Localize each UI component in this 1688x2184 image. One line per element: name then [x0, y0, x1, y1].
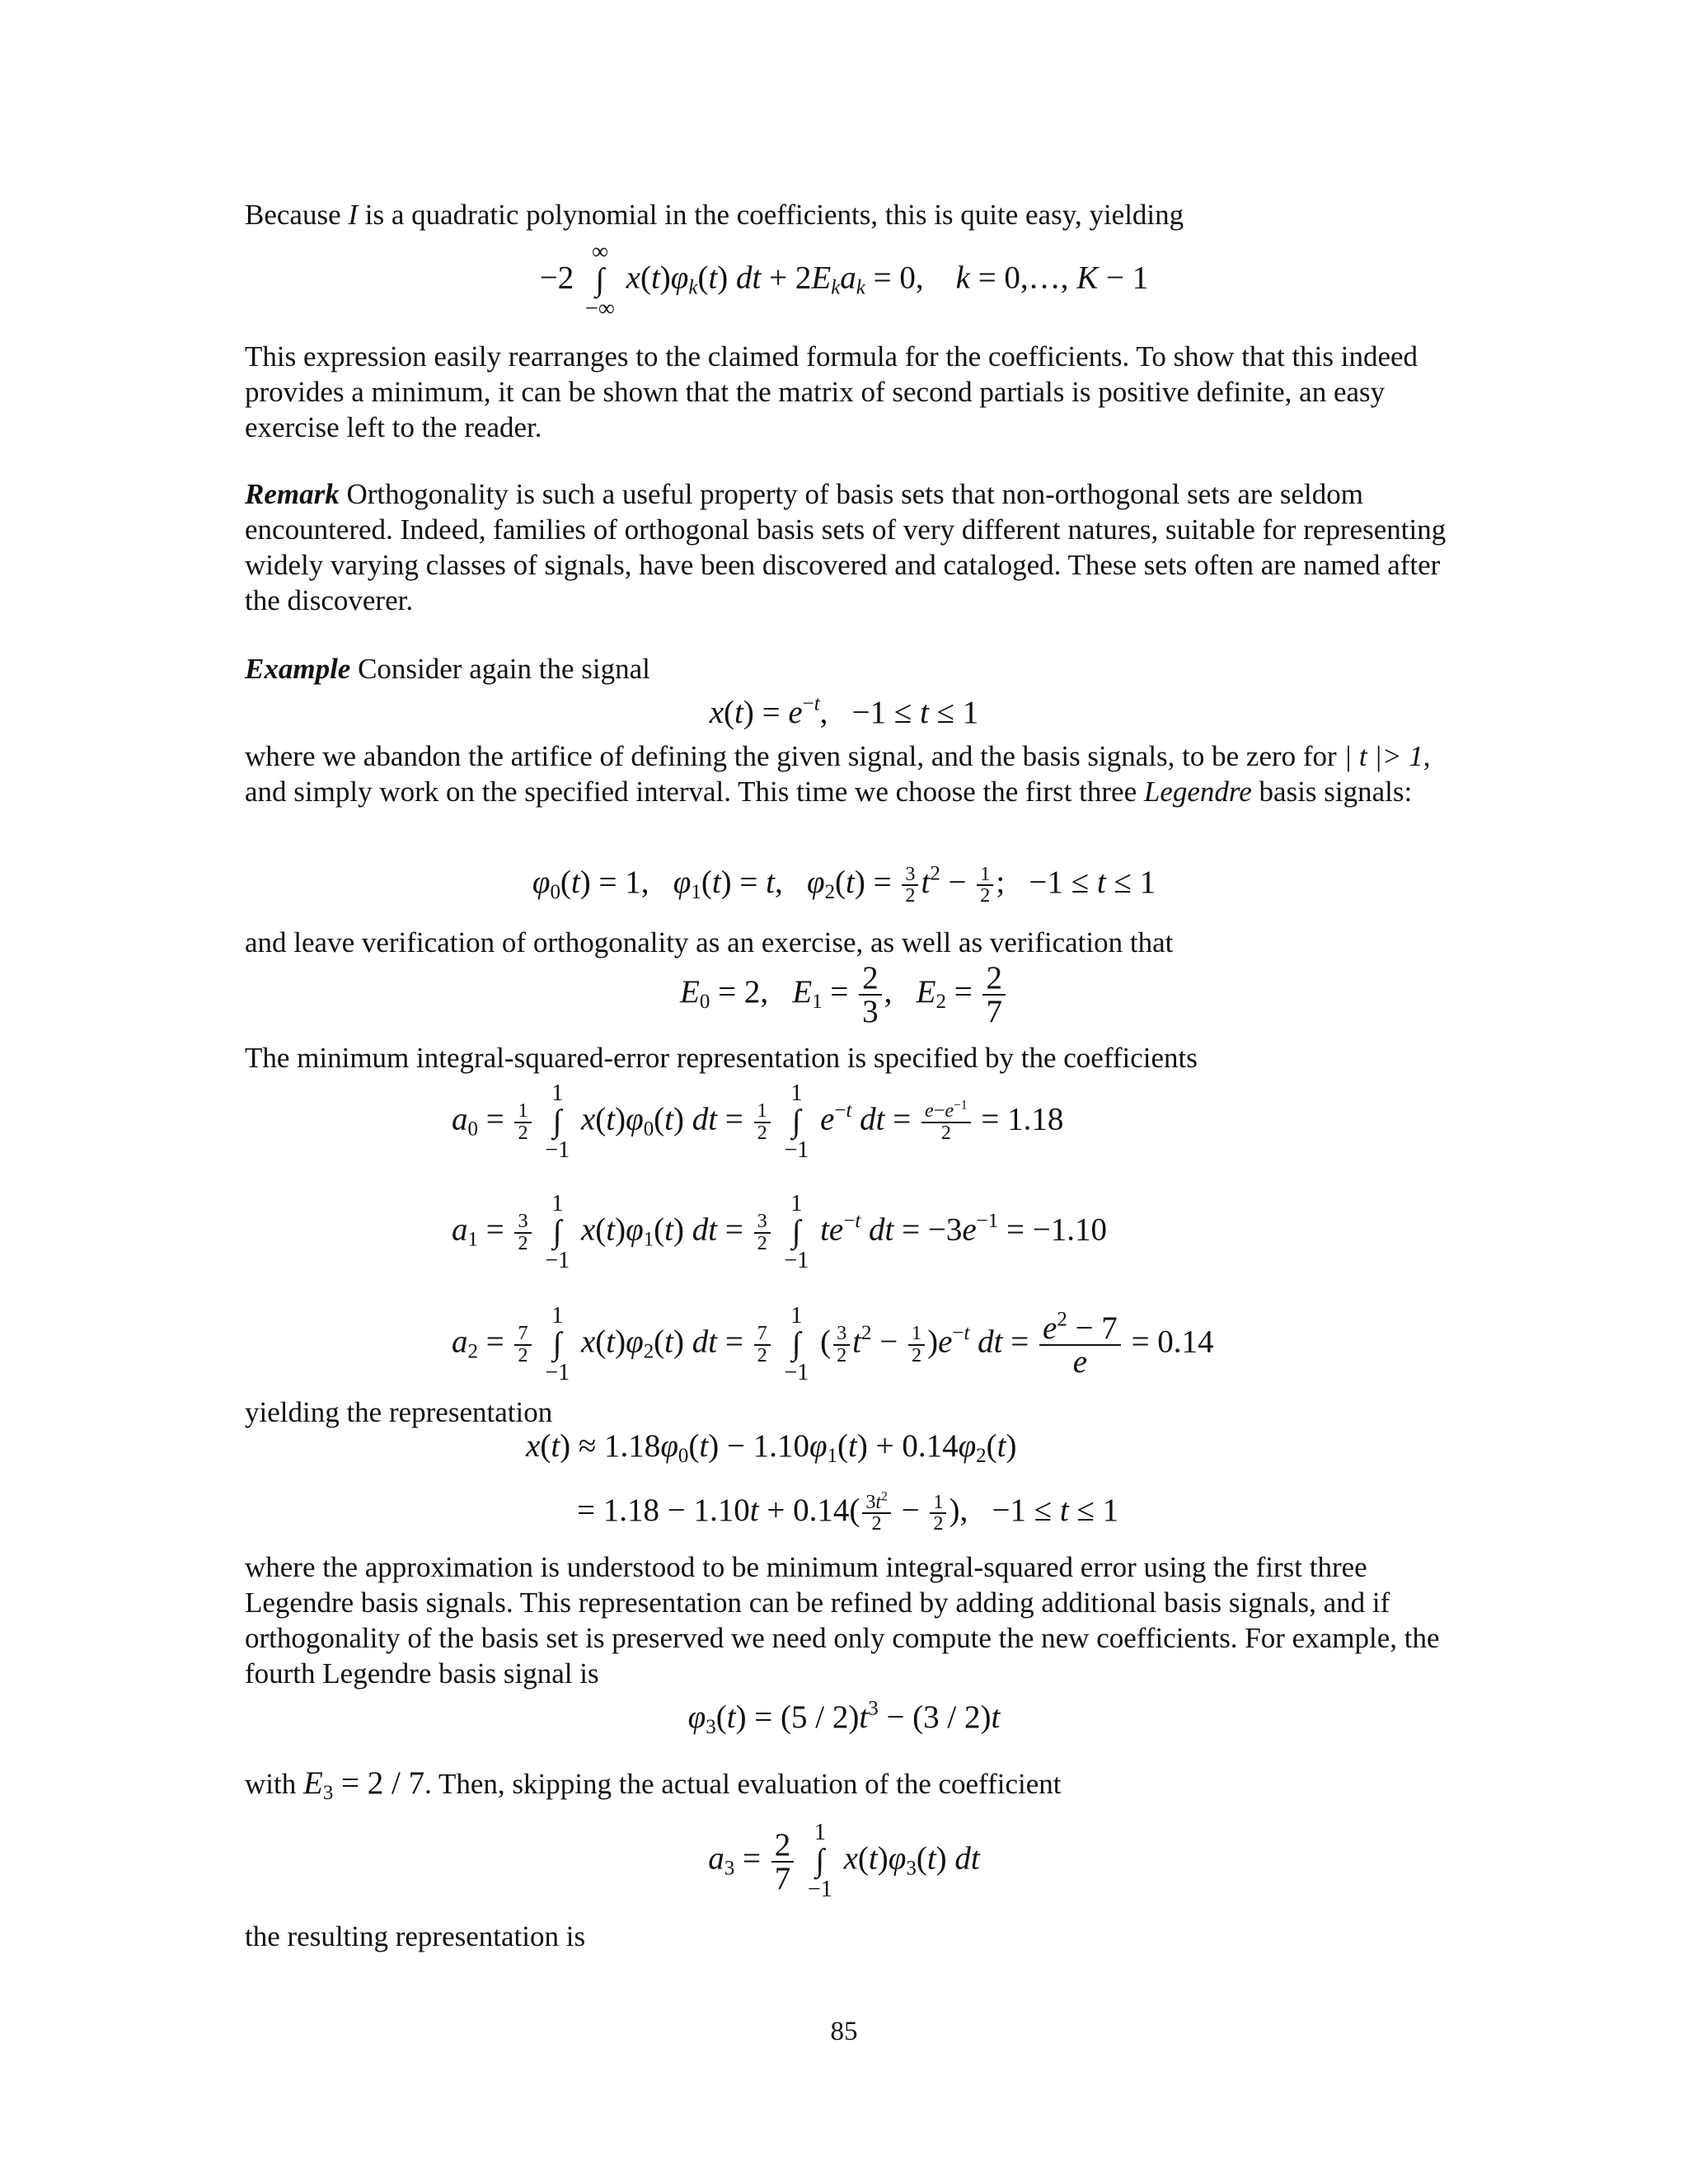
resulting-paragraph: the resulting representation is — [245, 1920, 586, 1952]
a2-equation: $a_2$ = $\frac{7}{2}$ 1 ∫ −1 $x(t)\varphi_2(t)$ dt = $\frac{7}{2}$ 1 ∫ −1 ( $\frac{3}{2}$ $t^2$ − $\frac{1}{2}$ )$e^{-t}$ dt = $\frac{e^2 - 7}{e}$ = 0.14 — [452, 1303, 1214, 1386]
energy-equation: $E_0 = 2$, $E_1$ = $\frac{2}{3}$ , $E_2$ = $\frac{2}{7}$ — [0, 962, 1688, 1028]
e3-paragraph: with $E_3 = 2 / 7$. Then, skipping the actual evaluation of the coefficient — [245, 1765, 1062, 1804]
approximation-paragraph: where the approximation is understood to be minimum integral-squared error using the first three Legendre basis signals. This representation can be refined by adding additional basis signals, and if orthogonality of the basis set is preserved we need only compute the new coefficients. For example, the fourth Legendre basis signal is — [245, 1551, 1440, 1690]
remark-paragraph: Remark Orthogonality is such a useful property of basis sets that non-orthogonal sets are seldom encountered. Indeed, families of orthogonal basis sets of very different natures, suitable for representing widely varying classes of signals, have been discovered and cataloged. These sets often are named after the discoverer. — [245, 478, 1447, 616]
example-paragraph: Example Consider again the signal — [245, 653, 650, 685]
legendre-basis-equation: $\varphi_0(t) = 1$, $\varphi_1(t) = t$, $\varphi_2(t)$ = $\frac{3}{2}$ $t^2$ − $\frac{1}{2}$ ; −1 ≤ t ≤ 1 — [532, 862, 1156, 907]
signal-equation: $x(t) = e^{-t}$, −1 ≤ t ≤ 1 — [709, 692, 979, 730]
rearrange-paragraph: This expression easily rearranges to the claimed formula for the coefficients. To show that this indeed provides a minimum, it can be shown that the matrix of second partials is positive definite, an easy exercise left to the reader. — [245, 340, 1418, 443]
representation-equation-line1: $x(t) \approx 1.18\varphi_0(t) - 1.10\varphi_1(t) + 0.14\varphi_2(t)$ — [526, 1428, 1017, 1467]
yielding-paragraph: yielding the representation — [245, 1396, 553, 1428]
a0-equation: $a_0$ = $\frac{1}{2}$ 1 ∫ −1 $x(t)\varphi_0(t)$ dt = $\frac{1}{2}$ 1 ∫ −1 $e^{-t}$ dt = $\frac{e-e^{-1}}{2}$ = 1.18 — [452, 1080, 1064, 1164]
coefficients-paragraph: The minimum integral-squared-error representation is specified by the coefficients — [245, 1042, 1198, 1074]
remark-label: Remark — [245, 478, 340, 510]
stationarity-equation: −2 ∞ ∫ −∞ $x(t)\varphi_k(t)$ dt + $2E_ka_k = 0$, k = 0,…, K − 1 — [539, 239, 1149, 322]
phi3-equation: $\varphi_3(t) = (5 / 2)t^3 - (3 / 2)t$ — [687, 1697, 1001, 1738]
orthogonality-paragraph: and leave verification of orthogonality as an exercise, as well as verification that — [245, 926, 1174, 958]
page-number: 85 — [830, 2017, 858, 2046]
a1-equation: $a_1$ = $\frac{3}{2}$ 1 ∫ −1 $x(t)\varphi_1(t)$ dt = $\frac{3}{2}$ 1 ∫ −1 $te^{-t}$ dt = $-3e^{-1} = -1.10$ — [452, 1191, 1107, 1274]
legendre-paragraph: where we abandon the artifice of defining the given signal, and the basis signals, to be zero for | t |> 1, and simply work on the specified interval. This time we choose the first three Legendre basis signals: — [245, 740, 1431, 808]
intro-paragraph: Because I is a quadratic polynomial in the coefficients, this is quite easy, yielding — [245, 199, 1184, 231]
example-label: Example — [245, 653, 351, 685]
a3-equation: $a_3$ = $\frac{2}{7}$ 1 ∫ −1 $x(t)\varphi_3(t)$ dt — [708, 1820, 980, 1903]
representation-equation-line2: = 1.18 − 1.10t + 0.14( $\frac{3t^2}{2}$ − $\frac{1}{2}$ ), −1 ≤ t ≤ 1 — [577, 1489, 1119, 1535]
